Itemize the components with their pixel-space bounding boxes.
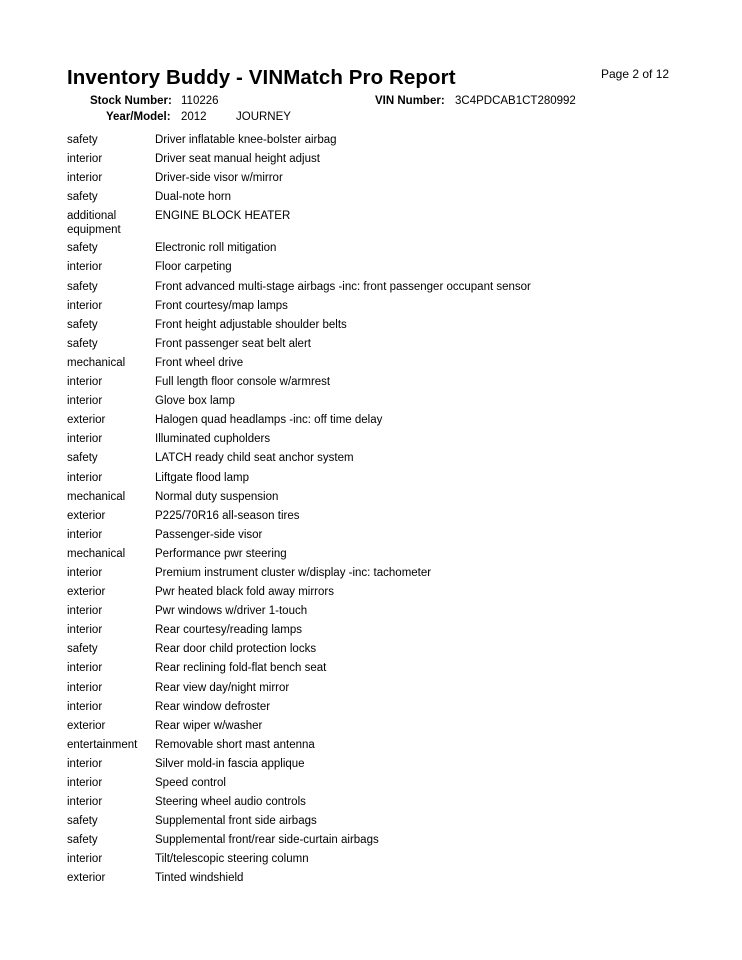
equipment-row	[67, 795, 707, 814]
equipment-category: interior	[67, 153, 103, 166]
equipment-description: Tinted windshield	[155, 872, 244, 885]
equipment-category: safety	[67, 280, 98, 293]
equipment-row	[67, 152, 707, 171]
equipment-row	[67, 700, 707, 719]
equipment-row	[67, 241, 707, 260]
vin-number-label: VIN Number:	[375, 95, 445, 107]
stock-number-value: 110226	[181, 95, 219, 107]
equipment-description: Performance pwr steering	[155, 547, 287, 560]
equipment-row	[67, 337, 707, 356]
equipment-description: Pwr windows w/driver 1-touch	[155, 605, 308, 618]
equipment-category: safety	[67, 134, 98, 146]
stock-number-label: Stock Number:	[90, 95, 172, 107]
equipment-description: Rear view day/night mirror	[155, 681, 290, 694]
equipment-category: safety	[67, 337, 98, 350]
equipment-category: exterior	[67, 719, 106, 732]
equipment-description: Front height adjustable shoulder belts	[155, 318, 347, 331]
equipment-category: interior	[67, 662, 103, 675]
equipment-description: Full length floor console w/armrest	[155, 376, 331, 389]
equipment-description: Front courtesy/map lamps	[155, 299, 288, 312]
equipment-row	[67, 133, 707, 152]
equipment-description: Speed control	[155, 777, 226, 789]
equipment-category: safety	[67, 643, 98, 656]
equipment-category: safety	[67, 318, 98, 331]
equipment-row	[67, 833, 707, 852]
equipment-description: Driver inflatable knee-bolster airbag	[155, 134, 337, 146]
equipment-description: Front advanced multi-stage airbags -inc: front passenger occupant sensor	[155, 280, 531, 293]
equipment-category: safety	[67, 815, 98, 828]
equipment-description: Silver mold-in fascia applique	[155, 757, 305, 770]
equipment-description: Premium instrument cluster w/display -inc: tachometer	[155, 566, 432, 579]
equipment-row	[67, 509, 707, 528]
equipment-row	[67, 280, 707, 299]
vin-number-value: 3C4PDCAB1CT280992	[455, 95, 576, 107]
equipment-category: additional equipment	[67, 210, 121, 237]
equipment-description: Front passenger seat belt alert	[155, 337, 311, 350]
equipment-description: Driver seat manual height adjust	[155, 153, 320, 166]
equipment-row	[67, 299, 707, 318]
equipment-description: Removable short mast antenna	[155, 738, 315, 751]
report-title: Inventory Buddy - VINMatch Pro Report	[67, 66, 456, 89]
equipment-description: Dual-note horn	[155, 191, 232, 204]
equipment-row	[67, 260, 707, 279]
equipment-row	[67, 661, 707, 680]
equipment-description: Front wheel drive	[155, 356, 244, 369]
equipment-description: Floor carpeting	[155, 261, 232, 274]
equipment-category: interior	[67, 376, 103, 389]
equipment-row	[67, 490, 707, 509]
equipment-row	[67, 471, 707, 490]
equipment-description: Driver-side visor w/mirror	[155, 172, 283, 185]
equipment-row	[67, 413, 707, 432]
equipment-category: mechanical	[67, 547, 126, 560]
equipment-row	[67, 528, 707, 547]
equipment-description: Rear wiper w/washer	[155, 719, 263, 732]
equipment-row	[67, 209, 707, 241]
equipment-row	[67, 394, 707, 413]
equipment-category: exterior	[67, 586, 106, 599]
equipment-description: LATCH ready child seat anchor system	[155, 452, 354, 465]
equipment-row	[67, 623, 707, 642]
equipment-category: interior	[67, 624, 103, 637]
equipment-category: interior	[67, 605, 103, 618]
equipment-category: exterior	[67, 414, 106, 427]
year-value: 2012	[181, 111, 207, 123]
page-number: Page 2 of 12	[601, 67, 670, 81]
equipment-row	[67, 681, 707, 700]
equipment-row	[67, 451, 707, 470]
equipment-category: interior	[67, 528, 103, 541]
equipment-description: Liftgate flood lamp	[155, 471, 249, 484]
equipment-row	[67, 757, 707, 776]
equipment-category: interior	[67, 853, 103, 866]
equipment-row	[67, 318, 707, 337]
equipment-category: entertainment	[67, 738, 138, 751]
equipment-category: exterior	[67, 872, 106, 885]
equipment-category: mechanical	[67, 490, 126, 503]
equipment-row	[67, 432, 707, 451]
equipment-category: safety	[67, 242, 98, 255]
equipment-list	[67, 133, 707, 891]
equipment-category: exterior	[67, 509, 106, 522]
equipment-category: interior	[67, 471, 103, 484]
equipment-category: interior	[67, 566, 103, 579]
equipment-description: Rear window defroster	[155, 700, 271, 713]
equipment-row	[67, 852, 707, 871]
equipment-row	[67, 190, 707, 209]
equipment-description: Supplemental front/rear side-curtain airbags	[155, 834, 379, 847]
equipment-description: Supplemental front side airbags	[155, 815, 317, 828]
equipment-category: safety	[67, 452, 98, 465]
equipment-category: safety	[67, 191, 98, 204]
equipment-row	[67, 871, 707, 890]
equipment-row	[67, 776, 707, 795]
equipment-description: Rear door child protection locks	[155, 643, 317, 656]
equipment-description: Tilt/telescopic steering column	[155, 853, 309, 866]
equipment-row	[67, 585, 707, 604]
equipment-row	[67, 738, 707, 757]
equipment-category: interior	[67, 700, 103, 713]
equipment-description: ENGINE BLOCK HEATER	[155, 210, 291, 223]
equipment-category: interior	[67, 299, 103, 312]
equipment-row	[67, 719, 707, 738]
equipment-description: P225/70R16 all-season tires	[155, 509, 300, 522]
equipment-row	[67, 375, 707, 394]
equipment-description: Illuminated cupholders	[155, 433, 271, 446]
equipment-row	[67, 566, 707, 585]
equipment-row	[67, 547, 707, 566]
equipment-description: Passenger-side visor	[155, 528, 263, 541]
model-value: JOURNEY	[236, 111, 291, 123]
equipment-category: interior	[67, 777, 103, 789]
equipment-row	[67, 356, 707, 375]
equipment-category: interior	[67, 433, 103, 446]
equipment-row	[67, 642, 707, 661]
equipment-row	[67, 604, 707, 623]
equipment-description: Glove box lamp	[155, 395, 235, 408]
equipment-category: interior	[67, 757, 103, 770]
equipment-description: Halogen quad headlamps -inc: off time delay	[155, 414, 383, 427]
equipment-category: interior	[67, 172, 103, 185]
year-model-label: Year/Model:	[106, 111, 171, 123]
equipment-row	[67, 814, 707, 833]
equipment-category: interior	[67, 796, 103, 809]
equipment-category: interior	[67, 681, 103, 694]
equipment-category: safety	[67, 834, 98, 847]
equipment-description: Pwr heated black fold away mirrors	[155, 586, 334, 599]
equipment-description: Rear courtesy/reading lamps	[155, 624, 303, 637]
equipment-row	[67, 171, 707, 190]
equipment-category: mechanical	[67, 356, 126, 369]
equipment-description: Steering wheel audio controls	[155, 796, 306, 809]
equipment-description: Normal duty suspension	[155, 490, 279, 503]
equipment-category: interior	[67, 261, 103, 274]
equipment-description: Rear reclining fold-flat bench seat	[155, 662, 327, 675]
equipment-category: interior	[67, 395, 103, 408]
equipment-description: Electronic roll mitigation	[155, 242, 277, 255]
